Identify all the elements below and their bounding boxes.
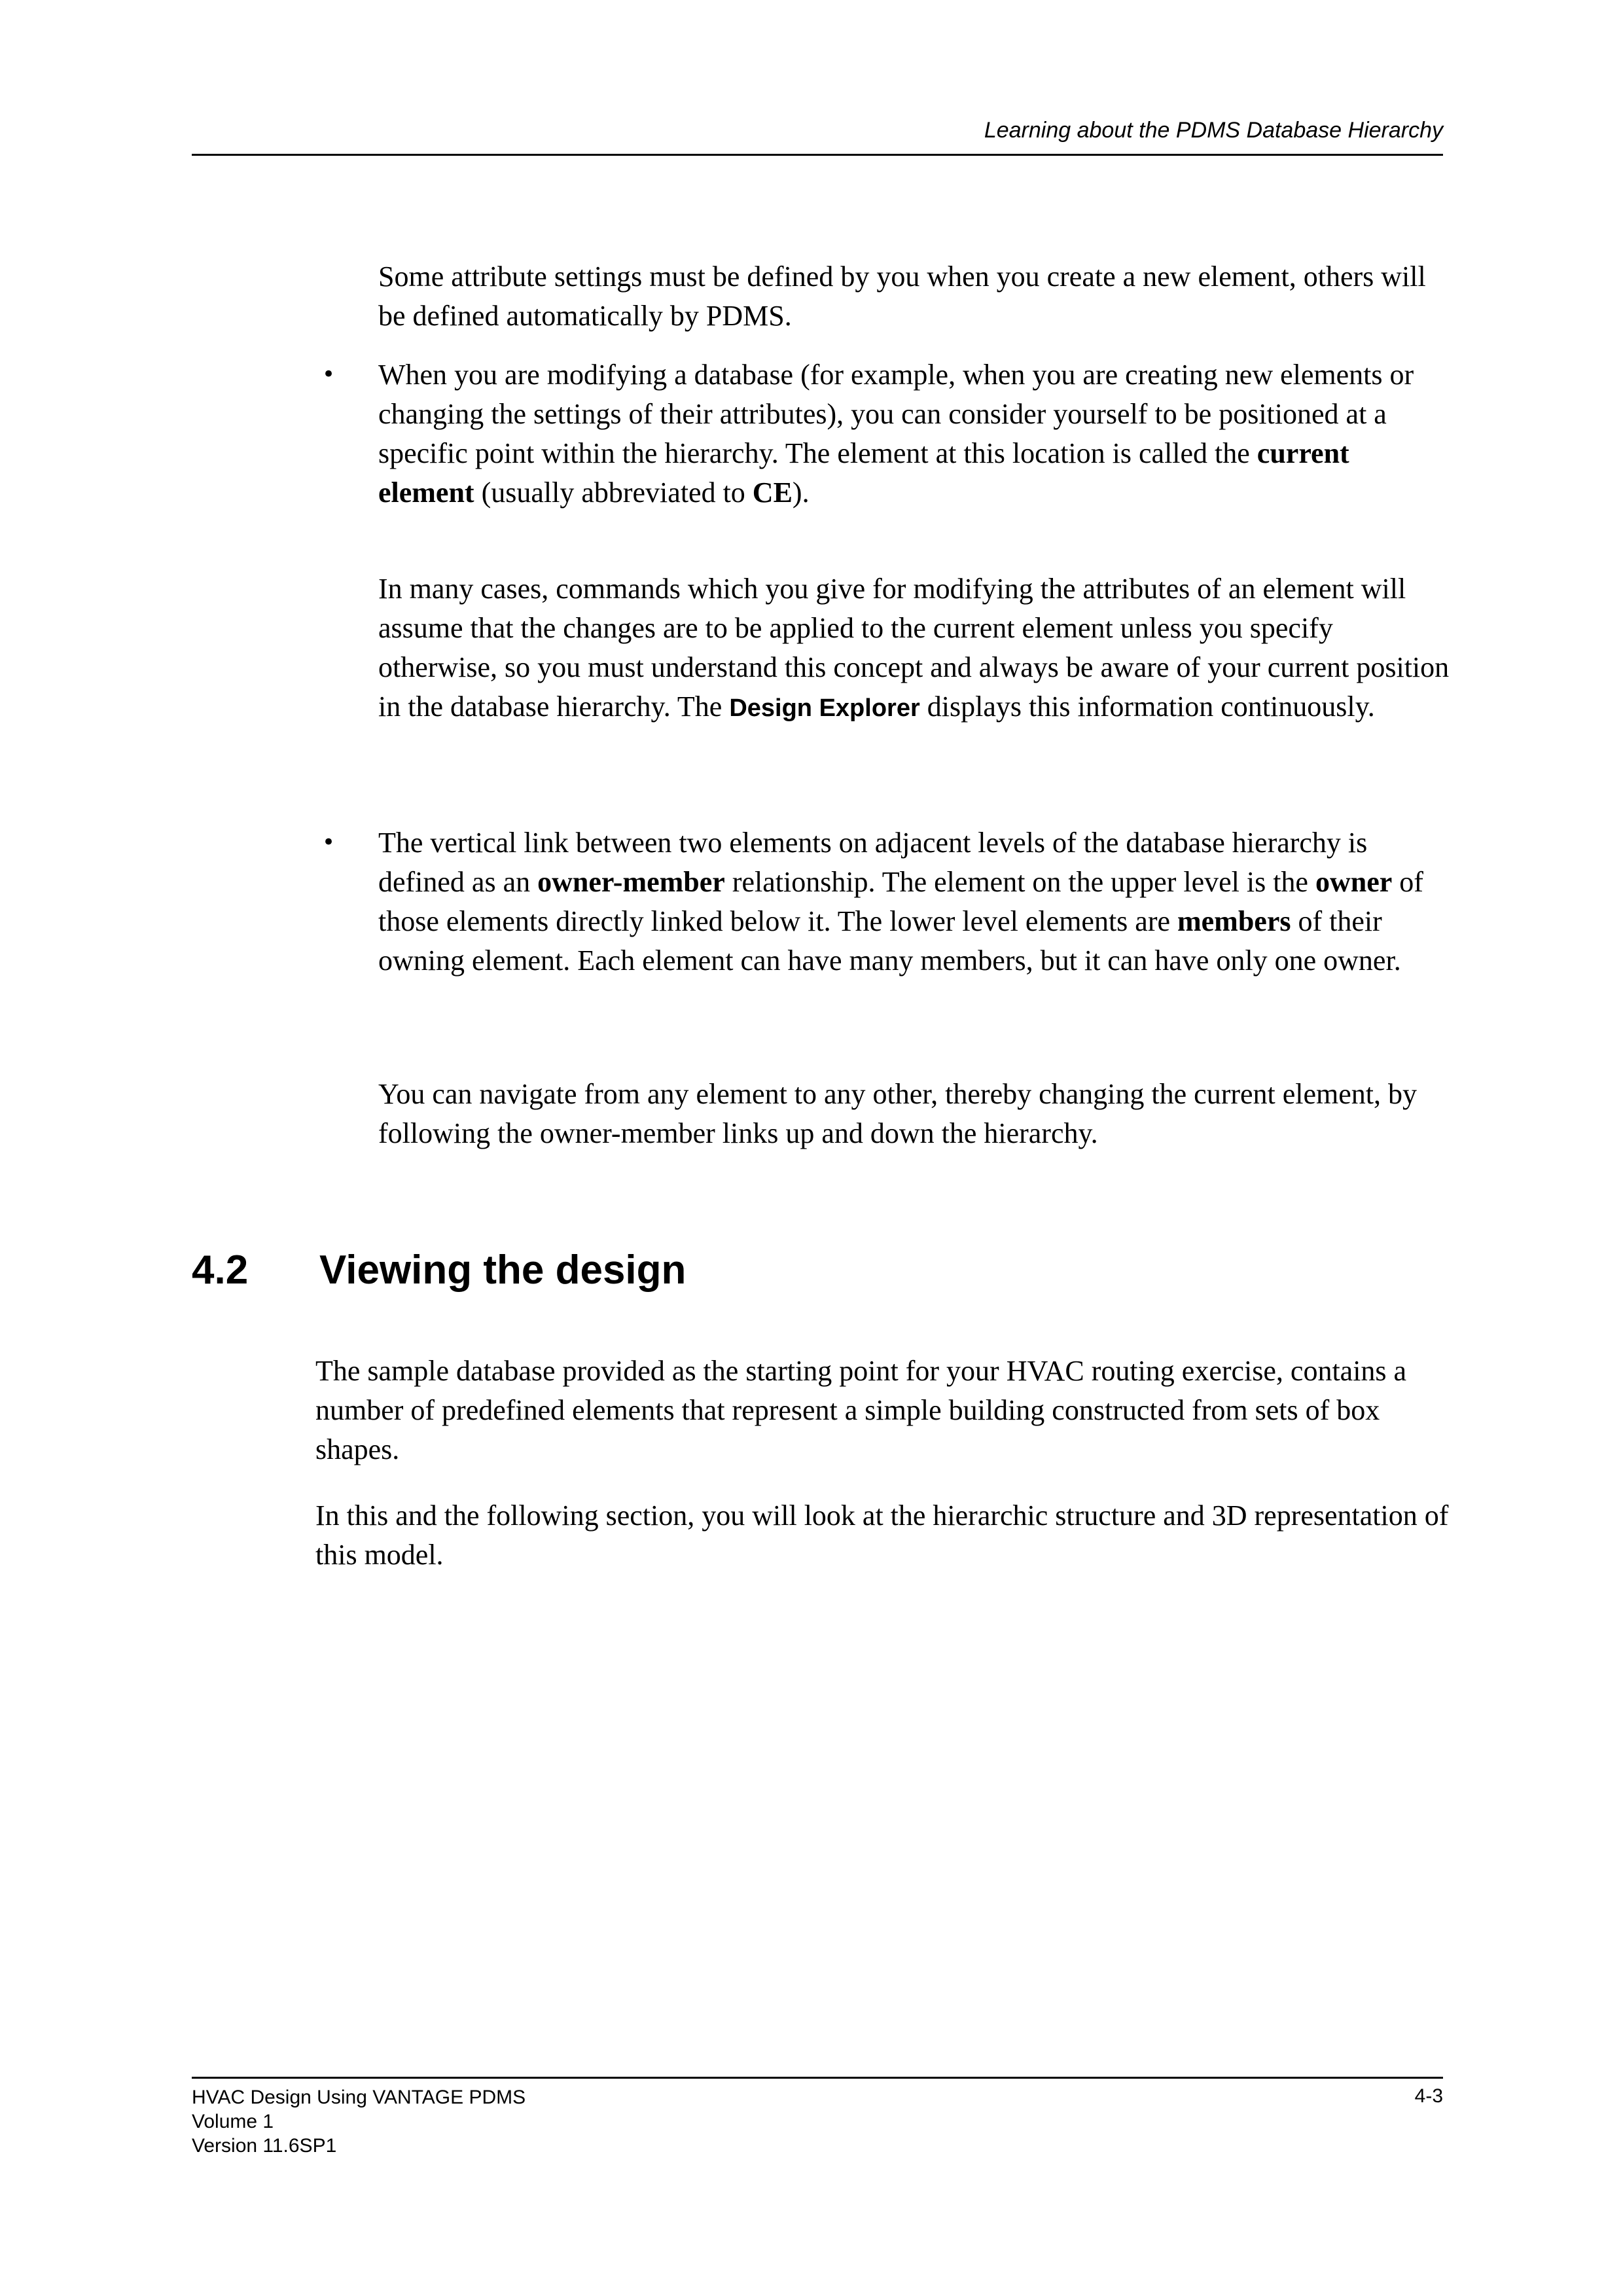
- bullet-mark: •: [322, 361, 336, 387]
- bullet-mark: •: [322, 829, 336, 855]
- ui-design-explorer: Design Explorer: [729, 694, 920, 722]
- paragraph-commands: In many cases, commands which you give for modifying the attributes of an element will assume that the changes are to be applied to the current element unless you specify otherwise, so you must understand this concept and always be aware of your current position in the database hierarchy. The Design Explorer displays this information continuously.: [378, 573, 1450, 723]
- section-title: Viewing the design: [319, 1247, 687, 1293]
- term-ce: CE: [752, 476, 793, 509]
- paragraph-attribute-settings: Some attribute settings must be defined by you when you create a new element, others will be defined automatically by PDMS.: [378, 260, 1426, 332]
- footer-document-info: [192, 2085, 526, 2158]
- footer-volume: Volume 1: [192, 2111, 274, 2132]
- section-heading: [192, 1247, 686, 1293]
- footer-version: Version 11.6SP1: [192, 2135, 337, 2157]
- page-number: 4-3: [1414, 2085, 1443, 2107]
- footer-rule: [192, 2077, 1443, 2079]
- term-owner-member: owner-member: [537, 866, 725, 898]
- running-header: Learning about the PDMS Database Hierarchy: [984, 118, 1443, 143]
- term-owner: owner: [1315, 866, 1393, 898]
- section-number: 4.2: [192, 1247, 249, 1293]
- bullet-owner-member: The vertical link between two elements on adjacent levels of the database hierarchy is defined as an owner-member relationship. The element on the upper level is the owner of those elements directly linked below it. The lower level elements are members of their owning element. Each element can have many members, but it can have only one owner.: [378, 827, 1423, 977]
- paragraph-navigate: You can navigate from any element to any other, thereby changing the current element, by following the owner-member links up and down the hierarchy.: [378, 1078, 1418, 1149]
- term-current-element: current element: [378, 437, 1349, 509]
- bullet-current-element: When you are modifying a database (for example, when you are creating new elements or changing the settings of their attributes), you can consider yourself to be positioned at a specific point within the hierarchy. The element at this location is called the current element (usually abbreviated to CE).: [378, 359, 1414, 509]
- paragraph-sample-database: The sample database provided as the starting point for your HVAC routing exercise, contains a number of predefined elements that represent a simple building constructed from sets of box shapes.: [315, 1355, 1407, 1465]
- paragraph-following-section: In this and the following section, you will look at the hierarchic structure and 3D representation of this model.: [315, 1499, 1449, 1571]
- term-members: members: [1177, 905, 1291, 937]
- header-rule: [192, 154, 1443, 156]
- footer-title: HVAC Design Using VANTAGE PDMS: [192, 2087, 526, 2108]
